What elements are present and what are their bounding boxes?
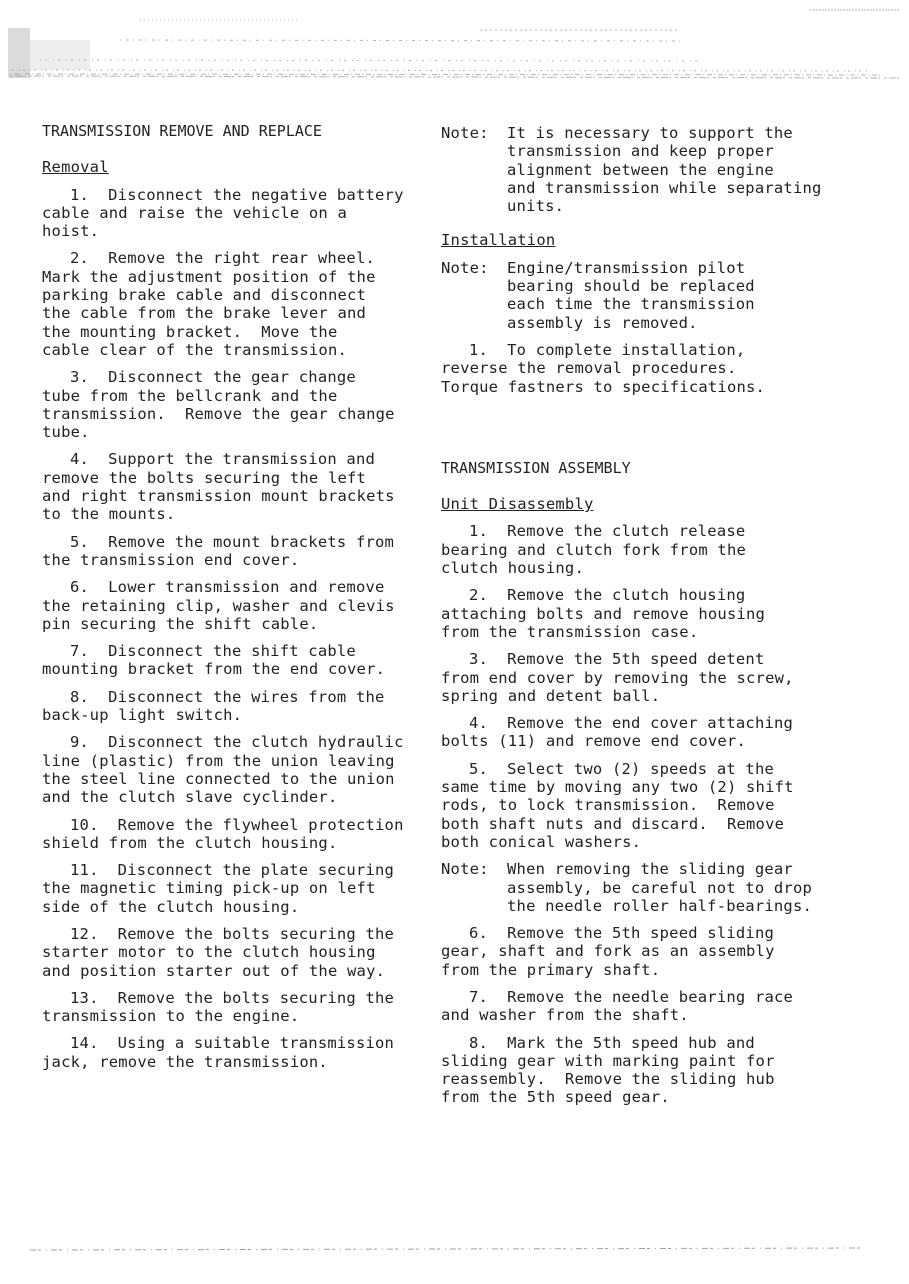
scan-noise-footer (0, 1240, 909, 1260)
subhead-unit-disassembly: Unit Disassembly (441, 495, 594, 514)
note-label: Note: (441, 124, 489, 142)
scan-noise-header (0, 0, 909, 90)
right-column (441, 124, 836, 1116)
disassembly-step: 7. Remove the needle bearing race and washer from the shaft. (441, 987, 794, 1025)
note-label: Note: (441, 258, 489, 277)
note-sliding-gear (441, 860, 836, 915)
removal-step: 4. Support the transmission and remove the bolts securing the left and right transmission mount brackets to the mounts. (42, 450, 395, 524)
removal-step: 14. Using a suitable transmission jack, remove the transmission. (42, 1034, 395, 1071)
disassembly-step: 2. Remove the clutch housing attaching bolts and remove housing from the transmission case. (441, 586, 766, 641)
removal-step: 3. Disconnect the gear change tube from the bellcrank and the transmission. Remove the gear change tube. (42, 368, 395, 442)
removal-step: 13. Remove the bolts securing the transmission to the engine. (42, 988, 395, 1026)
left-column (42, 122, 412, 1080)
disassembly-step: 5. Select two (2) speeds at the same time by moving any two (2) shift rods, to lock transmission. Remove both shaft nuts and discard. Remove both conical washers. (441, 759, 794, 851)
disassembly-step: 4. Remove the end cover attaching bolts (11) and remove end cover. (441, 714, 794, 751)
disassembly-step: 6. Remove the 5th speed sliding gear, shaft and fork as an assembly from the primary shaft. (441, 924, 775, 979)
note-text: Engine/transmission pilot bearing should be replaced each time the transmission assembly is removed. (507, 258, 755, 332)
removal-step: 5. Remove the mount brackets from the transmission end cover. (42, 532, 395, 569)
note-support (441, 124, 836, 215)
removal-step: 9. Disconnect the clutch hydraulic line (plastic) from the union leaving the steel line connected to the union and the clutch slave cyclinder. (42, 733, 404, 807)
section-title-remove-replace: TRANSMISSION REMOVE AND REPLACE (42, 122, 322, 140)
removal-step: 11. Disconnect the plate securing the magnetic timing pick-up on left side of the clutch housing. (42, 861, 395, 916)
note-text: It is necessary to support the transmission and keep proper alignment between the engine and transmission while separating units. (507, 124, 822, 216)
note-pilot-bearing (441, 259, 836, 332)
disassembly-step: 8. Mark the 5th speed hub and sliding gear with marking paint for reassembly. Remove the sliding hub from the 5th speed gear. (441, 1033, 775, 1107)
removal-step: 6. Lower transmission and remove the retaining clip, washer and clevis pin securing the shift cable. (42, 578, 395, 633)
removal-step: 2. Remove the right rear wheel. Mark the adjustment position of the parking brake cable and disconnect the cable from the brake lever and the mounting bracket. Move the cable clear of the transmission. (42, 249, 376, 359)
removal-step: 1. Disconnect the negative battery cable and raise the vehicle on a hoist. (42, 185, 404, 241)
disassembly-step: 1. Remove the clutch release bearing and clutch fork from the clutch housing. (441, 522, 747, 578)
removal-step: 12. Remove the bolts securing the starter motor to the clutch housing and position starter out of the way. (42, 924, 395, 980)
installation-step: 1. To complete installation, reverse the removal procedures. Torque fastners to specifications. (441, 340, 766, 396)
section-title-assembly: TRANSMISSION ASSEMBLY (441, 458, 631, 477)
removal-step: 7. Disconnect the shift cable mounting bracket from the end cover. (42, 642, 386, 679)
note-label: Note: (441, 860, 489, 879)
subhead-installation: Installation (441, 231, 556, 250)
note-text: When removing the sliding gear assembly, be careful not to drop the needle roller half-bearings. (507, 860, 813, 915)
removal-step: 10. Remove the flywheel protection shield from the clutch housing. (42, 815, 404, 852)
removal-step: 8. Disconnect the wires from the back-up light switch. (42, 687, 385, 725)
disassembly-step: 3. Remove the 5th speed detent from end cover by removing the screw, spring and detent ball. (441, 650, 794, 705)
subhead-removal: Removal (42, 158, 109, 177)
